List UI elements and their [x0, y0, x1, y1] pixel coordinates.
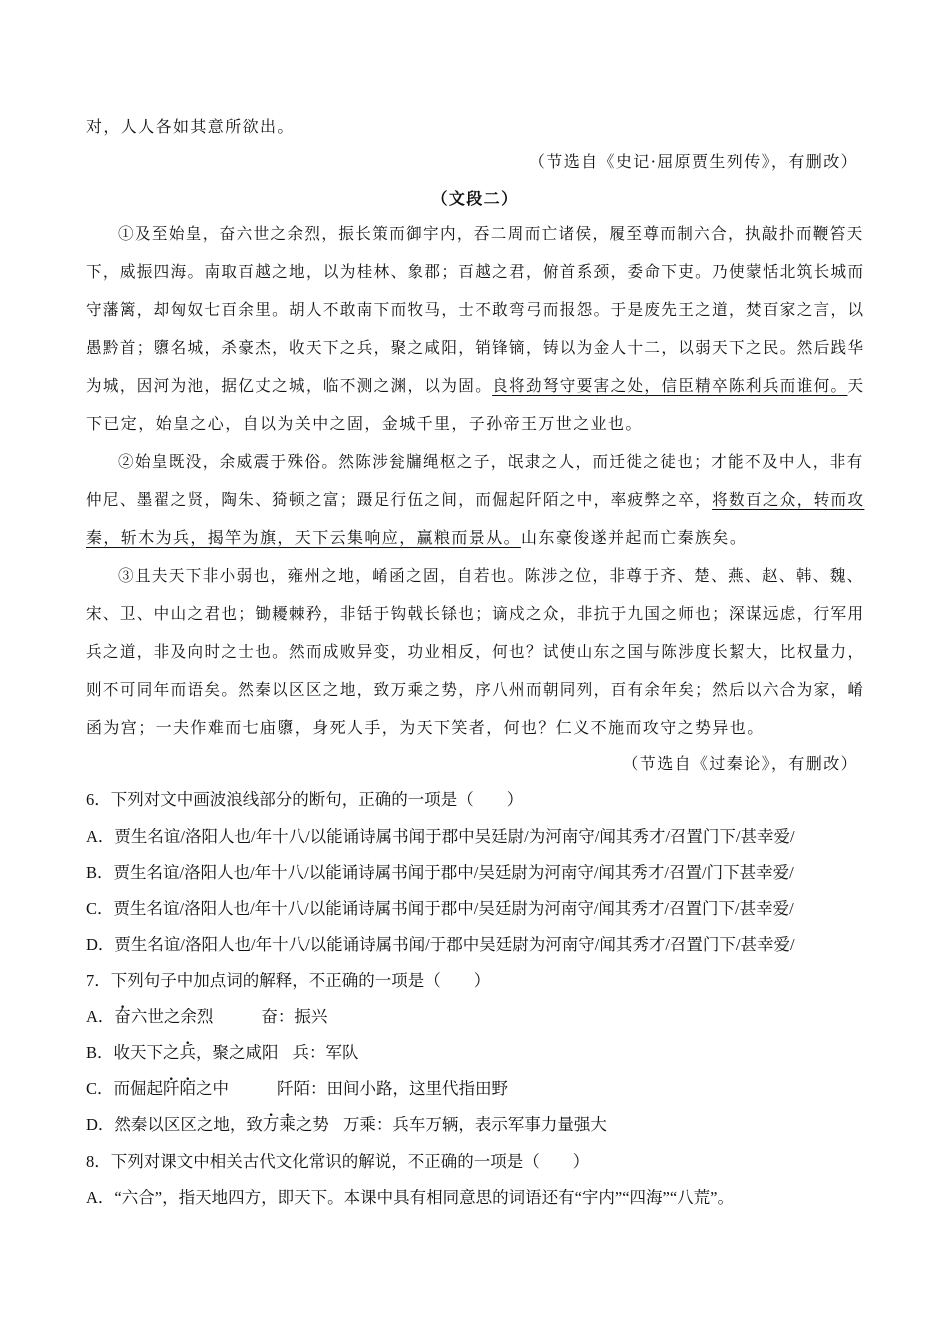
- q6-option-b: B．贾生名谊/洛阳人也/年十八/以能诵诗属书闻于郡中/吴廷尉为河南守/闻其秀才/召置/门下甚幸爱/: [86, 863, 794, 882]
- passage1-source: （节选自《史记·屈原贾生列传》，有删改）: [528, 152, 858, 171]
- passage2-heading: （文段二）: [431, 189, 519, 208]
- q7-option-b: B．收天下之兵，聚之咸阳 兵：军队: [86, 1043, 359, 1062]
- emphasis-char: 陌: [179, 1079, 197, 1098]
- p3-line4: 则不可同年而语矣。然秦以区区之地，致万乘之势，序八州而朝同列，百有余年矣；然后以六合为家，崤: [86, 680, 865, 699]
- underlined-sentence-1: 良将劲弩守要害之处，信臣精卒陈利兵而谁何。: [492, 376, 848, 395]
- p1-line1: ①及至始皇，奋六世之余烈，振长策而御宇内，吞二周而亡诸侯，履至尊而制六合，执敲扑而鞭笞天: [118, 224, 864, 243]
- emphasis-char: 万: [262, 1115, 280, 1134]
- q7-stem: 7．下列句子中加点词的解释，不正确的一项是（ ）: [86, 971, 491, 990]
- q8-stem: 8．下列对课文中相关古代文化常识的解说，不正确的一项是（ ）: [86, 1152, 590, 1171]
- q7-option-a: A．奋六世之余烈 奋：振兴: [86, 1007, 328, 1026]
- p2-line2: 仲尼、墨翟之贤，陶朱、猗顿之富；蹑足行伍之间，而倔起阡陌之中，率疲弊之卒，将数百之众，转而攻: [86, 490, 865, 509]
- passage2-source: （节选自《过秦论》，有删改）: [622, 754, 858, 773]
- underlined-sentence-2b: 秦，斩木为兵，揭竿为旗，天下云集响应，赢粮而景从。: [86, 528, 522, 547]
- p1-line4: 愚黔首；隳名城，杀豪杰，收天下之兵，聚之咸阳，销锋镝，铸以为金人十二，以弱天下之民。然后践华: [86, 338, 865, 357]
- q6-option-d: D．贾生名谊/洛阳人也/年十八/以能诵诗属书闻/于郡中吴廷尉为河南守/闻其秀才/召置门下/甚幸爱/: [86, 935, 795, 954]
- p2-line3: 秦，斩木为兵，揭竿为旗，天下云集响应，赢粮而景从。山东豪俊遂并起而亡秦族矣。: [86, 528, 748, 547]
- underlined-sentence-2a: 将数百之众，转而攻: [712, 490, 865, 509]
- q6-option-c: C．贾生名谊/洛阳人也/年十八/以能诵诗属书闻于郡中/吴廷尉为河南守/闻其秀才/召置门下/甚幸爱/: [86, 899, 794, 918]
- p3-line3: 兵之道，非及向时之士也。然而成败异变，功业相反，何也？试使山东之国与陈涉度长絜大，比权量力，: [86, 642, 865, 661]
- emphasis-char: 奋: [114, 1007, 131, 1026]
- q7-option-d: D．然秦以区区之地，致万乘之势 万乘：兵车万辆，表示军事力量强大: [86, 1115, 607, 1134]
- p1-line3: 守藩篱，却匈奴七百余里。胡人不敢南下而牧马，士不敢弯弓而报怨。于是废先王之道，焚百家之言，以: [86, 300, 865, 319]
- q8-option-a: A．“六合”，指天地四方，即天下。本课中具有相同意思的词语还有“宇内”“四海”“八荒”。: [86, 1188, 735, 1207]
- p1-line6: 下已定，始皇之心，自以为关中之固，金城千里，子孙帝王万世之业也。: [86, 414, 643, 433]
- p2-line1: ②始皇既没，余威震于殊俗。然陈涉瓮牖绳枢之子，氓隶之人，而迁徙之徒也；才能不及中人，非有: [118, 452, 864, 471]
- p3-line5: 函为宫；一夫作难而七庙隳，身死人手，为天下笑者，何也？仁义不施而攻守之势异也。: [86, 718, 765, 737]
- p1-line5: 为城，因河为池，据亿丈之城，临不测之渊，以为固。良将劲弩守要害之处，信臣精卒陈利兵而谁何。天: [86, 376, 865, 395]
- p3-line1: ③且夫天下非小弱也，雍州之地，崤函之固，自若也。陈涉之位，非尊于齐、楚、燕、赵、韩、魏、: [118, 566, 864, 585]
- emphasis-char: 兵: [179, 1043, 197, 1062]
- q7-option-c: C．而倔起阡陌之中 阡陌：田间小路，这里代指田野: [86, 1079, 509, 1098]
- p1-line2: 下，威振四海。南取百越之地，以为桂林、象郡；百越之君，俯首系颈，委命下吏。乃使蒙恬北筑长城而: [86, 262, 865, 281]
- p3-line2: 宋、卫、中山之君也；锄耰棘矜，非铦于钩戟长铩也；谪戍之众，非抗于九国之师也；深谋远虑，行军用: [86, 604, 865, 623]
- emphasis-char: 乘: [279, 1115, 296, 1134]
- q6-option-a: A．贾生名谊/洛阳人也/年十八/以能诵诗属书闻于郡中吴廷尉/为河南守/闻其秀才/召置门下/甚幸爱/: [86, 827, 795, 846]
- emphasis-char: 阡: [163, 1079, 180, 1098]
- passage1-tail: 对，人人各如其意所欲出。: [86, 117, 295, 136]
- q6-stem: 6．下列对文中画波浪线部分的断句，正确的一项是（ ）: [86, 790, 524, 809]
